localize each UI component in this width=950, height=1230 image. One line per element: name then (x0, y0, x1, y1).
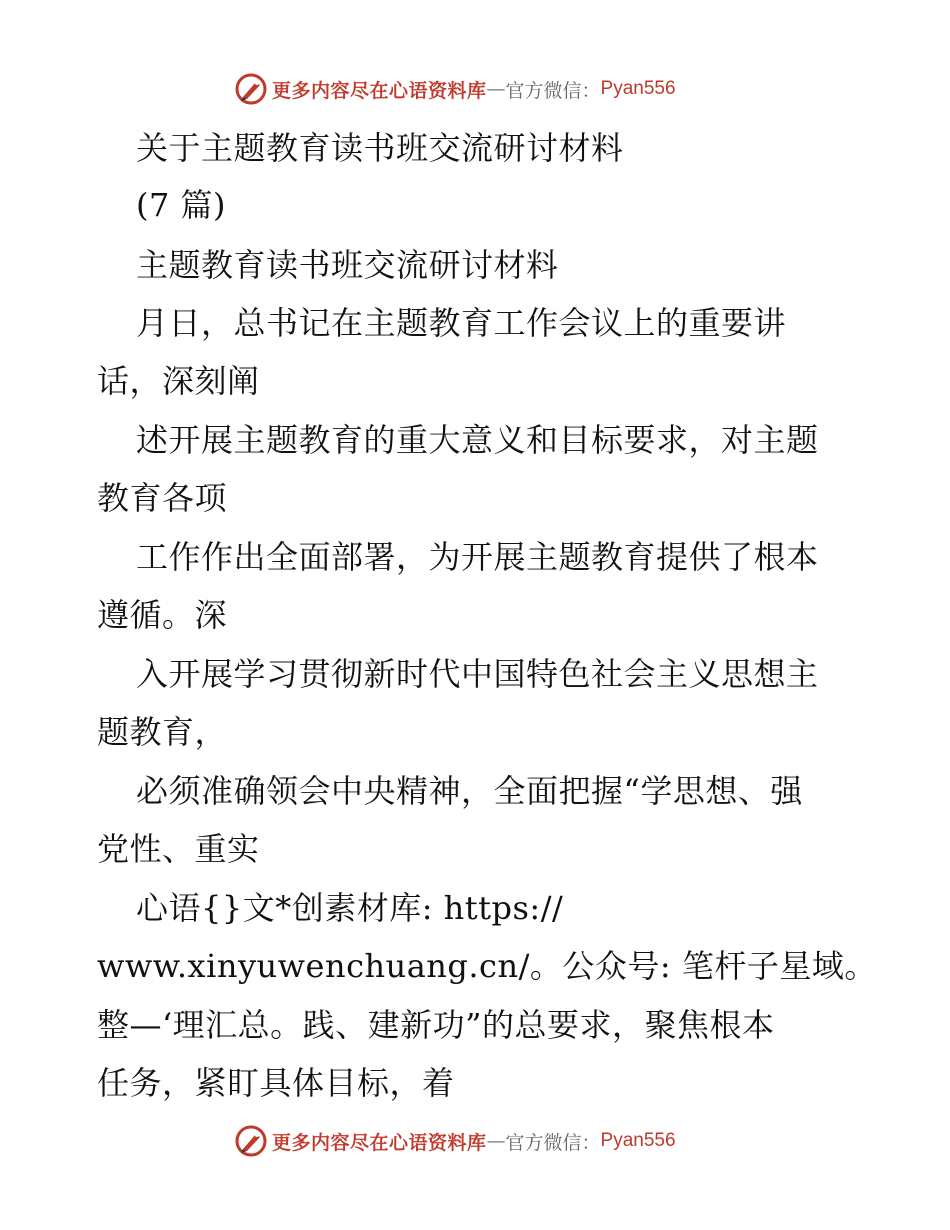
text-line: 遵循。深 (97, 596, 228, 634)
text-line: 教育各项 (97, 479, 228, 517)
watermark-wechat-id: Pyan556 (600, 78, 676, 99)
watermark-dash: — (486, 78, 506, 100)
text-line: 党性、重实 (97, 830, 260, 868)
footer-watermark (234, 1124, 676, 1158)
section-heading: 主题教育读书班交流研讨材料 (136, 246, 559, 284)
text-line: 工作作出全面部署，为开展主题教育提供了根本 (136, 538, 819, 576)
text-line: 整—‘理汇总。践、建新功”的总要求，聚焦根本 (97, 1006, 775, 1044)
watermark-brand: 更多内容尽在心语资料库 (272, 1131, 487, 1154)
watermark-wechat-label: 官方微信： (505, 1131, 601, 1154)
text-line: 述开展主题教育的重大意义和目标要求，对主题 (136, 421, 819, 459)
watermark-wechat-label: 官方微信： (505, 79, 601, 102)
text-line: 题教育， (97, 713, 228, 751)
watermark-dash: — (486, 1130, 506, 1152)
text-line: 入开展学习贯彻新时代中国特色社会主义思想主 (136, 655, 819, 693)
document-subtitle: (7 篇) (136, 186, 227, 224)
text-line: 月日，总书记在主题教育工作会议上的重要讲 (136, 304, 787, 342)
text-line: 话，深刻阐 (97, 362, 260, 400)
watermark-brand: 更多内容尽在心语资料库 (272, 79, 487, 102)
text-line: 心语{}文*创素材库: https:// (136, 889, 564, 927)
watermark-wechat-id: Pyan556 (600, 1130, 676, 1151)
document-title: 关于主题教育读书班交流研讨材料 (136, 129, 624, 167)
pen-in-circle-logo (234, 1124, 268, 1158)
text-line: 任务，紧盯具体目标，着 (97, 1064, 455, 1102)
text-line: www.xinyuwenchuang.cn/。公众号: 笔杆子星域。 (97, 947, 877, 985)
text-line: 必须准确领会中央精神，全面把握“学思想、强 (136, 772, 803, 810)
